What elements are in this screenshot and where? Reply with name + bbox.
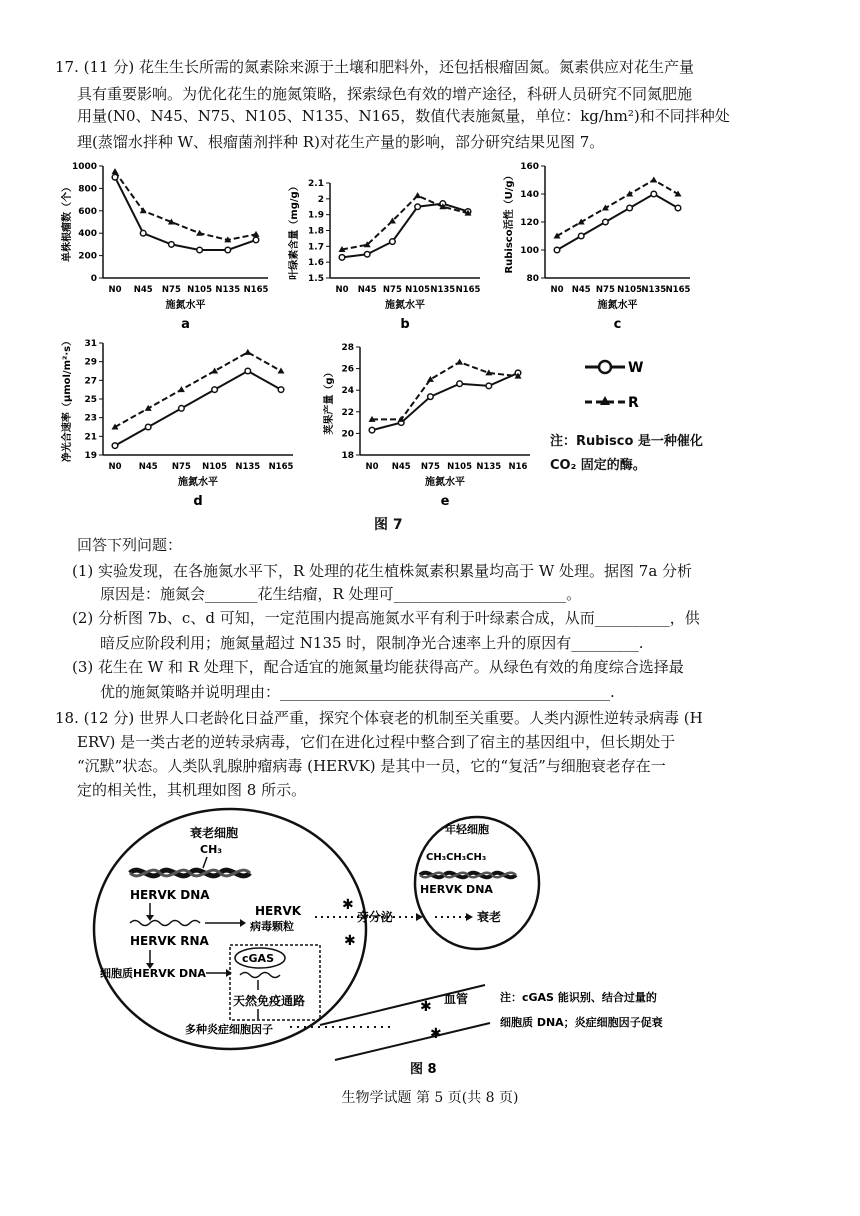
point-W bbox=[428, 394, 434, 400]
x-tick-label: N105 bbox=[187, 285, 213, 295]
cgas-label: cGAS bbox=[242, 952, 274, 965]
point-W bbox=[253, 237, 259, 243]
q17-sub-2b: 暗反应阶段利用；施氮量超过 N135 时，限制净光合速率上升的原因有_________. bbox=[100, 634, 644, 652]
series-line-W bbox=[372, 373, 518, 430]
cyto-dna-label: 细胞质HERVK DNA bbox=[100, 967, 206, 980]
fig7-note-1: 注：Rubisco 是一种催化 bbox=[550, 434, 703, 449]
series-line-W bbox=[342, 204, 468, 258]
x-tick-label: N135 bbox=[641, 285, 667, 295]
fig7-caption: 图 7 bbox=[374, 517, 403, 533]
y-tick-label: 1.7 bbox=[308, 242, 324, 253]
hervk-particle-label-2: 病毒颗粒 bbox=[250, 920, 294, 933]
fig8-note-2: 细胞质 DNA；炎症细胞因子促衰 bbox=[500, 1016, 663, 1029]
legend-r-label: R bbox=[628, 395, 639, 411]
point-W bbox=[627, 205, 633, 211]
point-W bbox=[415, 204, 421, 210]
q18-line-2: ERV) 是一类古老的逆转录病毒，它们在进化过程中整合到了宿主的基因组中，但长期处于 bbox=[77, 733, 676, 751]
legend-w-label: W bbox=[628, 360, 644, 376]
point-R bbox=[112, 168, 119, 174]
point-W bbox=[197, 247, 203, 253]
point-R bbox=[650, 177, 657, 183]
chart-7a bbox=[58, 158, 283, 340]
hervk-rna-label: HERVK RNA bbox=[130, 934, 209, 948]
y-tick-label: 140 bbox=[520, 190, 539, 200]
q18-line-1: 18. (12 分) 世界人口老龄化日益严重，探究个体衰老的机制至关重要。人类内源性逆转录病毒 (H bbox=[55, 709, 703, 727]
y-tick-label: 23 bbox=[84, 413, 97, 424]
page-footer: 生物学试题 第 5 页(共 8 页) bbox=[341, 1090, 519, 1106]
point-W bbox=[179, 406, 185, 412]
y-tick-label: 2 bbox=[317, 194, 324, 205]
q17-line-2: 具有重要影响。为优化花生的施氮策略，探索绿色有效的增产途径，科研人员研究不同氮肥施 bbox=[77, 85, 693, 103]
young-hervk-dna-label: HERVK DNA bbox=[420, 883, 493, 896]
point-R bbox=[278, 368, 285, 374]
q17-sub-2a: (2) 分析图 7b、c、d 可知，一定范围内提高施氮水平有利于叶绿素合成，从而__________，供 bbox=[72, 609, 700, 627]
x-tick-label: N165 bbox=[455, 285, 481, 295]
point-W bbox=[140, 230, 146, 236]
panel-label: d bbox=[193, 494, 203, 509]
q17-sub-3b: 优的施氮策略并说明理由：____________________________________________. bbox=[100, 683, 615, 701]
y-tick-label: 25 bbox=[84, 395, 97, 405]
legend-w-marker bbox=[599, 361, 611, 373]
innate-pathway-label: 天然免疫通路 bbox=[233, 994, 306, 1008]
x-tick-label: N75 bbox=[420, 462, 440, 472]
y-tick-label: 100 bbox=[520, 246, 539, 256]
point-W bbox=[364, 251, 370, 257]
q17-sub-1b: 原因是：施氮会_______花生结瘤，R 处理可_______________________。 bbox=[100, 585, 582, 603]
q17-sub-1a: (1) 实验发现，在各施氮水平下，R 处理的花生植株氮素积累量均高于 W 处理。据图 7a 分析 bbox=[72, 562, 693, 580]
y-tick-label: 120 bbox=[520, 218, 539, 228]
cytokine-icon: ✱ bbox=[420, 999, 432, 1015]
point-W bbox=[112, 443, 118, 449]
y-axis-label: 荚果产量（g） bbox=[324, 367, 335, 435]
point-W bbox=[369, 427, 375, 433]
y-axis-label: 净光合速率（μmol/m²·s） bbox=[62, 335, 73, 463]
q17-line-3: 用量(N0、N45、N75、N105、N135、N165，数值代表施氮量，单位：kg/hm²)和不同拌种处 bbox=[77, 107, 730, 125]
x-tick-label: N0 bbox=[108, 285, 122, 295]
fig7-legend bbox=[580, 352, 670, 412]
point-W bbox=[278, 387, 284, 393]
x-tick-label: N135 bbox=[215, 285, 241, 295]
point-W bbox=[212, 387, 218, 393]
fig8-caption: 图 8 bbox=[410, 1062, 437, 1077]
point-W bbox=[245, 368, 251, 374]
q17-sub-3a: (3) 花生在 W 和 R 处理下，配合适宜的施氮量均能获得高产。从绿色有效的角度综合选择最 bbox=[72, 658, 684, 676]
y-tick-label: 20 bbox=[341, 429, 354, 440]
point-R bbox=[211, 368, 218, 374]
point-W bbox=[457, 381, 463, 387]
y-tick-label: 200 bbox=[78, 251, 97, 262]
y-tick-label: 400 bbox=[78, 229, 97, 240]
aging-label: 衰老 bbox=[477, 910, 502, 924]
vessel-wall-bottom bbox=[335, 1023, 490, 1060]
x-tick-label: N105 bbox=[405, 285, 431, 295]
y-tick-label: 21 bbox=[84, 432, 97, 443]
y-tick-label: 22 bbox=[341, 407, 354, 418]
series-line-R bbox=[557, 180, 678, 236]
point-R bbox=[456, 359, 463, 365]
point-W bbox=[486, 383, 492, 389]
x-tick-label: N105 bbox=[617, 285, 643, 295]
y-tick-label: 1.5 bbox=[308, 274, 324, 284]
x-tick-label: N0 bbox=[108, 462, 122, 472]
senescent-cell-label: 衰老细胞 bbox=[190, 826, 239, 840]
y-axis-label: Rubisco活性（U/g） bbox=[504, 170, 515, 274]
point-W bbox=[578, 233, 584, 239]
series-line-R bbox=[115, 352, 281, 427]
x-tick-label: N45 bbox=[133, 285, 153, 295]
point-W bbox=[390, 239, 396, 245]
fig8-diagram bbox=[90, 805, 770, 1080]
x-axis-label: 施氮水平 bbox=[425, 477, 465, 488]
x-tick-label: N45 bbox=[357, 285, 377, 295]
point-W bbox=[169, 242, 175, 248]
point-R bbox=[244, 349, 251, 355]
panel-label: a bbox=[181, 317, 190, 332]
chart-7b bbox=[285, 158, 495, 340]
x-tick-label: N105 bbox=[202, 462, 228, 472]
x-axis-label: 施氮水平 bbox=[385, 300, 425, 311]
point-W bbox=[675, 205, 681, 211]
q17-line-4: 理(蒸馏水拌种 W、根瘤菌剂拌种 R)对花生产量的影响，部分研究结果见图 7。 bbox=[77, 133, 605, 151]
x-axis-label: 施氮水平 bbox=[597, 300, 638, 311]
fig8-note-1: 注：cGAS 能识别、结合过量的 bbox=[500, 991, 657, 1004]
y-tick-label: 27 bbox=[84, 376, 97, 387]
x-tick-label: N45 bbox=[138, 462, 158, 472]
x-tick-label: N0 bbox=[365, 462, 379, 472]
y-tick-label: 2.1 bbox=[308, 179, 324, 189]
q18-line-3: “沉默”状态。人类队乳腺肿瘤病毒 (HERVK) 是其中一员，它的“复活”与细胞衰老存在一 bbox=[77, 757, 666, 775]
y-tick-label: 31 bbox=[84, 339, 97, 349]
x-tick-label: N75 bbox=[171, 462, 191, 472]
q17-line-1: 17. (11 分) 花生生长所需的氮素除来源于土壤和肥料外，还包括根瘤固氮。氮素供应对花生产量 bbox=[55, 58, 694, 76]
x-tick-label: N75 bbox=[382, 285, 402, 295]
x-tick-label: N45 bbox=[571, 285, 591, 295]
ch3x3-label: CH₃CH₃CH₃ bbox=[426, 852, 487, 863]
chart-7d bbox=[58, 335, 308, 515]
point-W bbox=[651, 191, 657, 197]
y-tick-label: 600 bbox=[78, 206, 97, 217]
point-R bbox=[178, 386, 185, 392]
point-R bbox=[414, 192, 421, 198]
point-W bbox=[603, 219, 609, 225]
q18-line-4: 定的相关性，其机理如图 8 所示。 bbox=[77, 781, 307, 799]
x-tick-label: N0 bbox=[335, 285, 349, 295]
x-tick-label: N165 bbox=[268, 462, 294, 472]
y-tick-label: 800 bbox=[78, 184, 97, 195]
x-tick-label: N75 bbox=[595, 285, 615, 295]
x-tick-label: N135 bbox=[235, 462, 261, 472]
x-tick-label: N105 bbox=[447, 462, 473, 472]
q17-answer-intro: 回答下列问题： bbox=[77, 536, 183, 554]
point-R bbox=[196, 230, 203, 236]
panel-label: b bbox=[400, 317, 410, 332]
y-tick-label: 19 bbox=[84, 451, 97, 461]
vessel-label: 血管 bbox=[444, 992, 469, 1006]
hervk-particle-label-1: HERVK bbox=[255, 904, 302, 918]
young-cell-label: 年轻细胞 bbox=[445, 823, 489, 836]
point-W bbox=[225, 247, 231, 253]
series-line-W bbox=[557, 194, 678, 250]
y-axis-label: 单株根瘤数（个） bbox=[62, 182, 73, 262]
chart-7e bbox=[320, 335, 540, 515]
y-tick-label: 26 bbox=[341, 364, 354, 375]
x-axis-label: 施氮水平 bbox=[178, 477, 218, 488]
secrete-label: 旁分泌 bbox=[357, 910, 394, 924]
chart-7c bbox=[500, 158, 700, 340]
y-tick-label: 28 bbox=[341, 343, 354, 353]
rna-icon bbox=[130, 921, 200, 926]
y-tick-label: 1.9 bbox=[308, 210, 324, 221]
y-tick-label: 1.8 bbox=[308, 226, 324, 237]
point-W bbox=[145, 424, 151, 430]
y-tick-label: 24 bbox=[341, 386, 354, 397]
virion-icon-2: ✱ bbox=[344, 933, 356, 949]
virion-icon-1: ✱ bbox=[342, 897, 354, 913]
y-tick-label: 0 bbox=[90, 274, 97, 284]
panel-label: e bbox=[440, 494, 450, 509]
x-tick-label: N75 bbox=[161, 285, 181, 295]
panel-label: c bbox=[613, 317, 622, 332]
series-line-W bbox=[115, 371, 281, 446]
y-tick-label: 1000 bbox=[71, 162, 97, 172]
point-W bbox=[554, 247, 560, 253]
ch3-label: CH₃ bbox=[200, 843, 223, 856]
y-tick-label: 160 bbox=[520, 162, 539, 172]
y-tick-label: 1.6 bbox=[308, 258, 324, 269]
y-tick-label: 80 bbox=[526, 274, 539, 284]
x-axis-label: 施氮水平 bbox=[165, 300, 206, 311]
x-tick-label: N135 bbox=[430, 285, 456, 295]
y-axis-label: 叶绿素含量（mg/g） bbox=[289, 181, 300, 280]
series-line-R bbox=[115, 172, 256, 240]
x-tick-label: N16 bbox=[508, 462, 528, 472]
x-tick-label: N165 bbox=[243, 285, 269, 295]
point-R bbox=[140, 207, 147, 213]
x-tick-label: N135 bbox=[476, 462, 502, 472]
point-W bbox=[339, 255, 345, 261]
cytokine-icon-2: ✱ bbox=[430, 1026, 442, 1042]
y-tick-label: 29 bbox=[84, 357, 97, 368]
y-tick-label: 18 bbox=[341, 451, 354, 461]
fig7-note-2: CO₂ 固定的酶。 bbox=[550, 458, 646, 473]
hervk-dna-label: HERVK DNA bbox=[130, 888, 210, 902]
cytokines-label: 多种炎症细胞因子 bbox=[185, 1023, 273, 1036]
x-tick-label: N0 bbox=[550, 285, 564, 295]
x-tick-label: N45 bbox=[391, 462, 411, 472]
x-tick-label: N165 bbox=[665, 285, 691, 295]
